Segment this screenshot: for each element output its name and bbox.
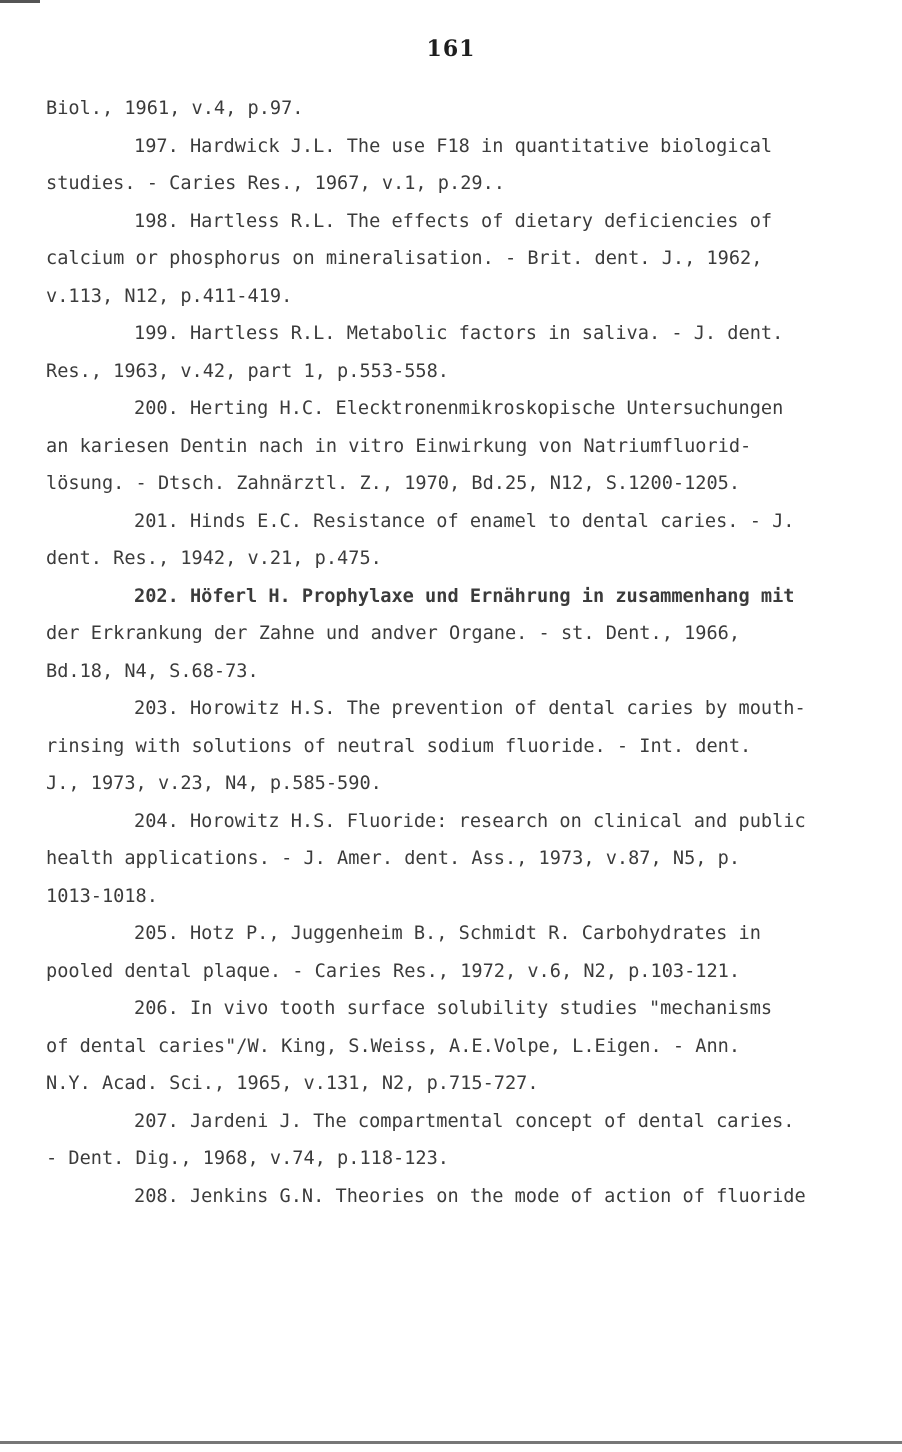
reference-line: 197. Hardwick J.L. The use F18 in quantitative biological (134, 135, 773, 157)
reference-line: J., 1973, v.23, N4, p.585-590. (46, 773, 382, 794)
reference-line: N.Y. Acad. Sci., 1965, v.131, N2, p.715-727. (46, 1073, 539, 1094)
reference-line: 200. Herting H.C. Elecktronenmikroskopische Untersuchungen (134, 398, 784, 419)
reference-line: v.113, N12, p.411-419. (46, 285, 293, 307)
reference-line: 204. Horowitz H.S. Fluoride: research on clinical and public (134, 810, 806, 832)
reference-line: 202. Höferl H. Prophylaxe und Ernährung in zusammenhang mit (134, 585, 795, 607)
reference-line: - Dent. Dig., 1968, v.74, p.118-123. (46, 1148, 449, 1169)
reference-line: lösung. - Dtsch. Zahnärztl. Z., 1970, Bd.25, N12, S.1200-1205. (46, 473, 741, 494)
page-number: 161 (426, 36, 476, 62)
reference-line: 203. Horowitz H.S. The prevention of dental caries by mouth- (134, 698, 806, 719)
reference-line: health applications. - J. Amer. dent. Ass., 1973, v.87, N5, p. (46, 848, 741, 869)
reference-line: pooled dental plaque. - Caries Res., 1972, v.6, N2, p.103-121. (46, 960, 741, 982)
reference-line: 207. Jardeni J. The compartmental concept of dental caries. (134, 1110, 795, 1132)
reference-line: calcium or phosphorus on mineralisation. - Brit. dent. J., 1962, (46, 248, 763, 269)
reference-line: an kariesen Dentin nach in vitro Einwirkung von Natriumfluorid- (46, 435, 752, 457)
reference-line: 201. Hinds E.C. Resistance of enamel to dental caries. - J. (134, 510, 795, 532)
reference-line: 206. In vivo tooth surface solubility studies "mechanisms (134, 998, 773, 1019)
reference-line: Res., 1963, v.42, part 1, p.553-558. (46, 360, 449, 382)
top-edge-rule (0, 0, 40, 3)
reference-line: 208. Jenkins G.N. Theories on the mode of action of fluoride (134, 1185, 806, 1207)
reference-line: of dental caries"/W. King, S.Weiss, A.E.Volpe, L.Eigen. - Ann. (46, 1035, 741, 1057)
reference-line: 205. Hotz P., Juggenheim B., Schmidt R. Carbohydrates in (134, 923, 761, 944)
reference-line: Biol., 1961, v.4, p.97. (46, 98, 304, 119)
reference-line: studies. - Caries Res., 1967, v.1, p.29.. (46, 173, 505, 194)
reference-line: rinsing with solutions of neutral sodium fluoride. - Int. dent. (46, 735, 752, 757)
reference-line: 198. Hartless R.L. The effects of dietary deficiencies of (134, 210, 773, 232)
reference-list (46, 90, 884, 1215)
reference-line: der Erkrankung der Zahne und andver Organe. - st. Dent., 1966, (46, 623, 741, 644)
reference-line: dent. Res., 1942, v.21, p.475. (46, 548, 382, 569)
reference-line: 199. Hartless R.L. Metabolic factors in saliva. - J. dent. (134, 323, 784, 344)
bottom-edge-rule (0, 1441, 902, 1444)
reference-line: Bd.18, N4, S.68-73. (46, 660, 259, 682)
reference-line: 1013-1018. (46, 885, 158, 907)
